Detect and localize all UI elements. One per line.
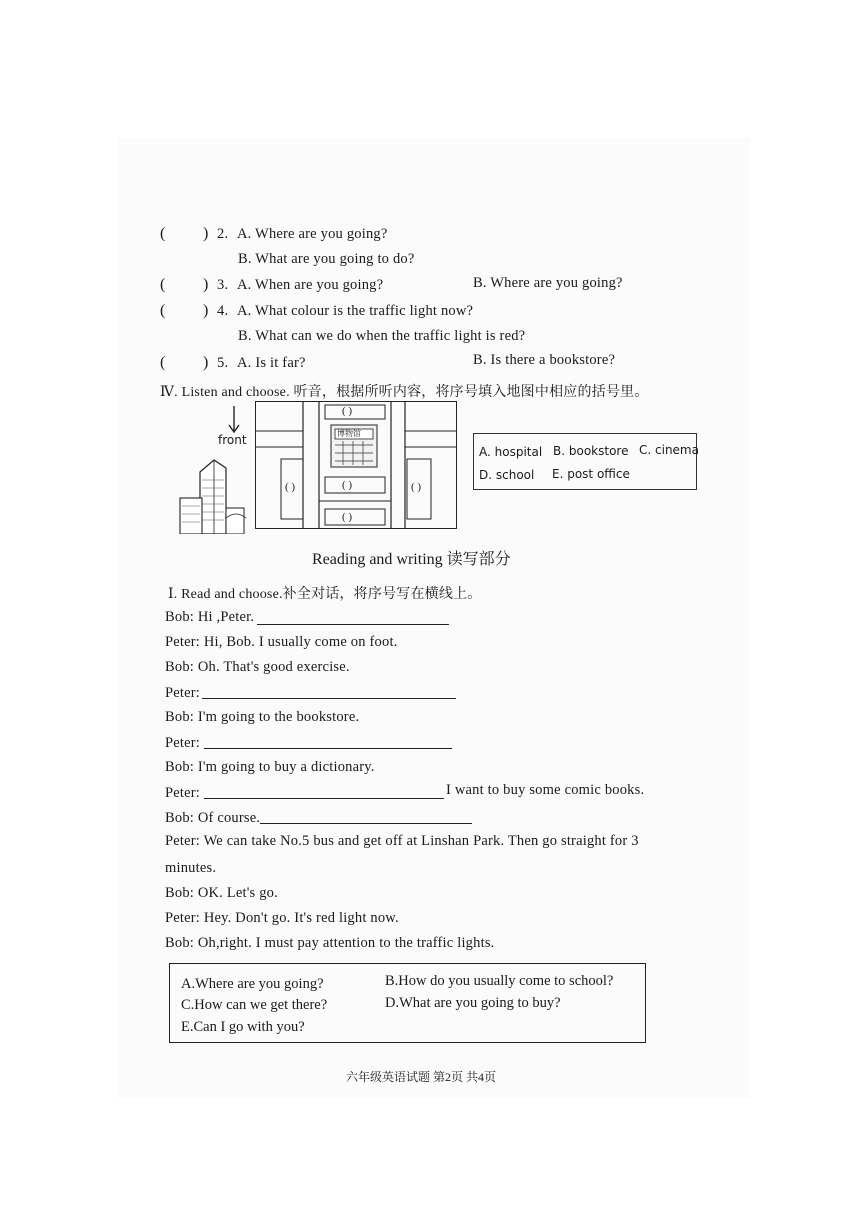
dialogue-line: Peter: Hey. Don't go. It's red light now. bbox=[165, 910, 399, 926]
dialogue-line: Peter: bbox=[165, 735, 201, 751]
answer-paren-close: ) bbox=[203, 354, 209, 371]
museum-sign: 博物馆 bbox=[337, 429, 361, 438]
reading-writing-title: Reading and writing 读写部分 bbox=[312, 551, 511, 568]
dialogue-line: Bob: OK. Let's go. bbox=[165, 885, 278, 901]
answer-paren-close: ) bbox=[203, 276, 209, 293]
dialogue-line: Peter: Hi, Bob. I usually come on foot. bbox=[165, 634, 398, 650]
answer-blank[interactable] bbox=[204, 784, 444, 799]
item-option-a: A. What colour is the traffic light now? bbox=[237, 303, 474, 319]
section-1-title: Ⅰ. Read and choose.补全对话，将序号写在横线上。 bbox=[168, 587, 482, 602]
answer-blank[interactable] bbox=[260, 809, 472, 824]
map-blank-middle: ( ) bbox=[342, 479, 353, 491]
choice-b: B.How do you usually come to school? bbox=[385, 973, 614, 989]
item-number: 2. bbox=[217, 226, 229, 242]
answer-paren-close: ) bbox=[203, 302, 209, 319]
dialogue-line: Bob: I'm going to the bookstore. bbox=[165, 709, 360, 725]
dialogue-line: Peter: bbox=[165, 785, 201, 801]
item-option-a: A. Where are you going? bbox=[237, 226, 388, 242]
item-option-b: B. What are you going to do? bbox=[238, 251, 415, 267]
item-option-b: B. Where are you going? bbox=[473, 275, 623, 291]
dialogue-line: Bob: I'm going to buy a dictionary. bbox=[165, 759, 375, 775]
map-streets bbox=[255, 401, 457, 529]
answer-paren-close: ) bbox=[203, 225, 209, 242]
answer-blank[interactable] bbox=[204, 734, 452, 749]
dialogue-line: I want to buy some comic books. bbox=[446, 782, 645, 798]
buildings-icon bbox=[178, 458, 248, 534]
section-4-title: Ⅳ. Listen and choose. 听音，根据所听内容，将序号填入地图中相应的括号里。 bbox=[160, 385, 649, 400]
item-option-b: B. What can we do when the traffic light is red? bbox=[238, 328, 526, 344]
item-number: 5. bbox=[217, 355, 229, 371]
map-blank-right: ( ) bbox=[411, 481, 422, 493]
item-option-b: B. Is there a bookstore? bbox=[473, 352, 616, 368]
map-blank-bottom: ( ) bbox=[342, 511, 353, 523]
dialogue-line: minutes. bbox=[165, 860, 217, 876]
item-number: 3. bbox=[217, 277, 229, 293]
answer-paren-open: ( bbox=[160, 276, 166, 293]
option-post-office: E. post office bbox=[552, 467, 630, 481]
choice-e: E.Can I go with you? bbox=[181, 1019, 305, 1035]
answer-blank[interactable] bbox=[257, 610, 449, 625]
dialogue-line: Bob: Oh,right. I must pay attention to the traffic lights. bbox=[165, 935, 495, 951]
option-bookstore: B. bookstore bbox=[553, 444, 629, 458]
choice-d: D.What are you going to buy? bbox=[385, 995, 561, 1011]
item-option-a: A. When are you going? bbox=[237, 277, 384, 293]
dialogue-line: Peter: bbox=[165, 685, 201, 701]
dialogue-line: Bob: Of course. bbox=[165, 810, 261, 826]
page-footer: 六年级英语试题 第2页 共4页 bbox=[346, 1070, 497, 1084]
dialogue-line: Bob: Hi ,Peter. bbox=[165, 609, 255, 625]
map-blank-left: ( ) bbox=[285, 481, 296, 493]
option-cinema: C. cinema bbox=[639, 443, 699, 457]
front-label: front bbox=[218, 433, 247, 447]
answer-paren-open: ( bbox=[160, 225, 166, 242]
choice-c: C.How can we get there? bbox=[181, 997, 328, 1013]
item-number: 4. bbox=[217, 303, 229, 319]
option-school: D. school bbox=[479, 468, 535, 482]
choice-a: A.Where are you going? bbox=[181, 976, 324, 992]
item-option-a: A. Is it far? bbox=[237, 355, 306, 371]
answer-paren-open: ( bbox=[160, 302, 166, 319]
answer-paren-open: ( bbox=[160, 354, 166, 371]
dialogue-line: Peter: We can take No.5 bus and get off at Linshan Park. Then go straight for 3 bbox=[165, 833, 639, 849]
option-hospital: A. hospital bbox=[479, 445, 543, 459]
choices-box bbox=[169, 963, 646, 1043]
dialogue-line: Bob: Oh. That's good exercise. bbox=[165, 659, 350, 675]
map-blank-top: ( ) bbox=[342, 405, 353, 417]
place-options-box bbox=[473, 433, 697, 490]
street-map bbox=[255, 401, 457, 529]
answer-blank[interactable] bbox=[202, 684, 456, 699]
